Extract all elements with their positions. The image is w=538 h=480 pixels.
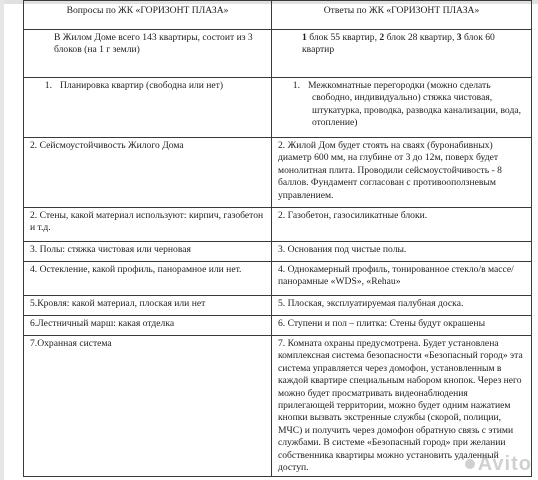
row-7-answer: 6. Ступени и пол – плитка: Стены будут окрашены [272, 316, 532, 336]
row-8-question: 7.Охранная система [24, 336, 272, 477]
intro-question [24, 30, 272, 78]
row-1-answer [272, 78, 532, 138]
row-4 [24, 242, 532, 262]
row-1-q-number: 1. [44, 80, 52, 91]
row-6-answer: 5. Плоская, эксплуатируемая палубная доска. [272, 296, 532, 316]
row-6 [24, 296, 532, 316]
row-7-question: 6.Лестничный марш: какая отделка [24, 316, 272, 336]
row-3-answer: 2. Газобетон, газосиликатные блоки. [272, 208, 532, 242]
row-3 [24, 208, 532, 242]
row-2 [24, 138, 532, 208]
row-2-answer: 2. Жилой Дом будет стоять на сваях (буронабивных) диаметр 600 мм, на глубине от 3 до 12м, поверх будет монолитная плита. Проводили сейсмоустойчивость - 8 баллов. Фундамент согласован с противооползневым управлением. [272, 138, 532, 208]
row-1-question [24, 78, 272, 138]
avito-watermark [465, 453, 532, 476]
qa-table [23, 0, 532, 477]
row-5 [24, 262, 532, 296]
row-1-a-text: Межкомнатные перегородки (можно сделать свободно, индивидуально) стяжка чистовая, штукатурка, проводка, разводка канализации, вода, отопление) [308, 80, 521, 129]
row-2-question: 2. Сейсмоустойчивость Жилого Дома [24, 138, 272, 208]
header-questions: Вопросы по ЖК «ГОРИЗОНТ ПЛАЗА» [24, 1, 272, 30]
row-1-a-number: 1. [292, 80, 300, 91]
block-2-number: 2 [379, 32, 385, 43]
intro-question-text: В Жилом Доме всего 143 квартиры, состоит из 3 блоков (на 1 г земли) [54, 32, 253, 56]
block-3-number: 3 [456, 32, 462, 43]
row-5-question: 4. Остекление, какой профиль, панорамное или нет. [24, 262, 272, 296]
row-1-q-text: Планировка квартир (свободна или нет) [60, 80, 224, 91]
row-8-answer: 7. Комната охраны предусмотрена. Будет установлена комплексная система безопасности «Безопасный город» эта система управляется через домофон, установленным в каждой квартире специальным набором кнопок. Через него можно будет просматривать видеонаблюдения прилегающей территории, можно будет одним нажатием кнопки вызвать экстренные службы (скорой, полиции, МЧС) и получить через домофон обратную связь с этими службами. В системе «Безопасный город» при желании собственника квартиры можно установить удаленный доступ. [272, 336, 532, 477]
left-edge [0, 0, 4, 480]
row-3-question: 2. Стены, какой материал используют: кирпич, газобетон и т.д. [24, 208, 272, 242]
block-2-text: блок 28 квартир, [384, 32, 457, 43]
block-1-number: 1 [302, 32, 307, 43]
row-7 [24, 316, 532, 336]
block-1-text: блок 55 квартир, [306, 32, 380, 43]
row-6-question: 5.Кровля: какой материал, плоская или нет [24, 296, 272, 316]
row-4-answer: 3. Основания под чистые полы. [272, 242, 532, 262]
intro-answer [272, 30, 532, 78]
row-5-answer: 4. Однокамерный профиль, тонированное стекло/в массе/ панорамные «WDS», «Rehau» [272, 262, 532, 296]
header-answers: Ответы по ЖК «ГОРИЗОНТ ПЛАЗА» [272, 1, 532, 30]
intro-row [24, 30, 532, 78]
header-row [24, 1, 532, 30]
block-3-text: блок 60 квартир [302, 32, 495, 56]
row-4-question: 3. Полы: стяжка чистовая или черновая [24, 242, 272, 262]
row-1 [24, 78, 532, 138]
avito-logo-icon [465, 459, 475, 469]
row-8 [24, 336, 532, 477]
avito-watermark-text: Avito [477, 453, 532, 475]
